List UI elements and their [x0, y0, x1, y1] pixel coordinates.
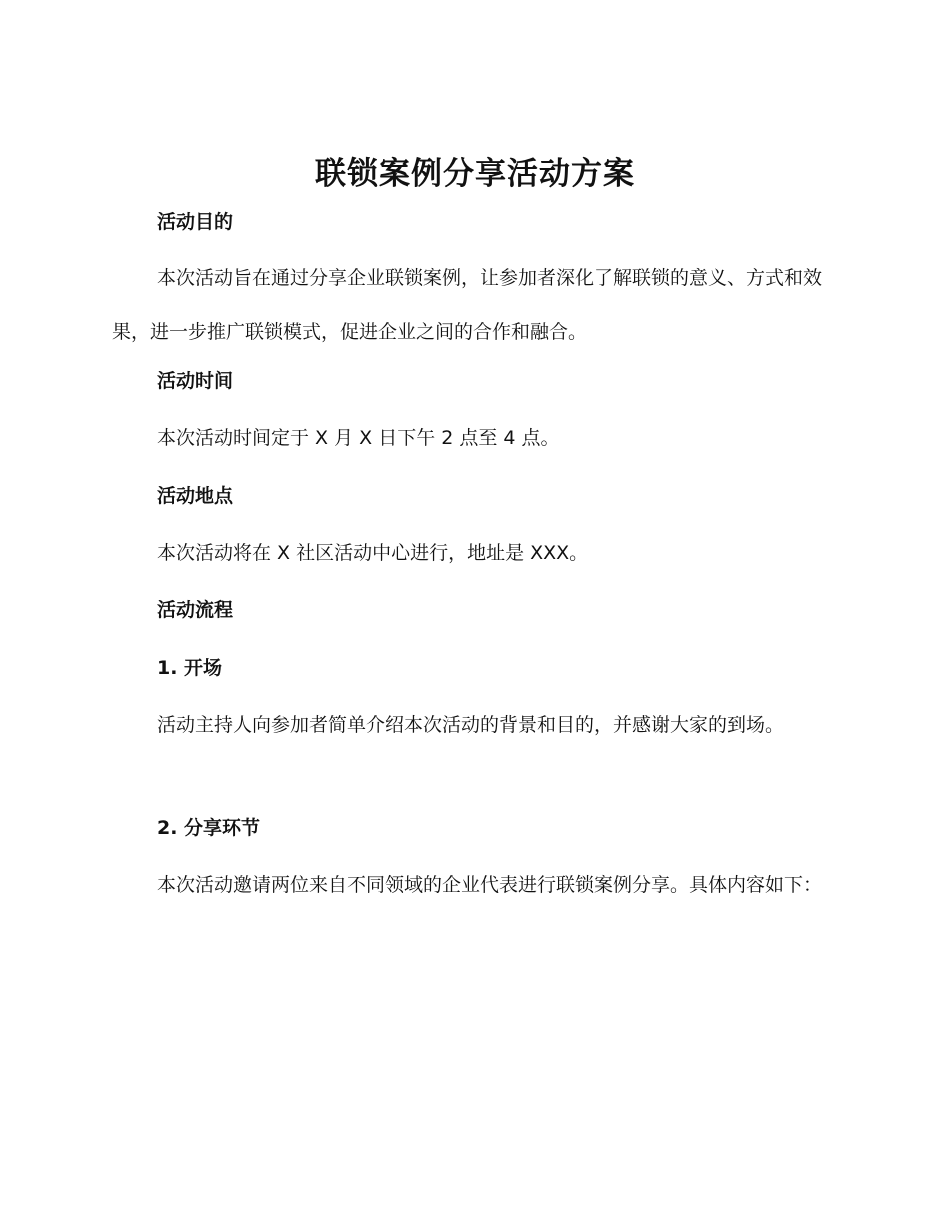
- section-text-location: 本次活动将在 X 社区活动中心进行，地址是 XXX。: [157, 542, 589, 564]
- section-heading-sharing: 2. 分享环节: [157, 817, 261, 839]
- section-text-purpose: 本次活动旨在通过分享企业联锁案例，让参加者深化了解联锁的意义、方式和效果，进一步推广联锁模式，促进企业之间的合作和融合。: [112, 267, 823, 343]
- section-heading-process: 活动流程: [157, 599, 234, 621]
- section-heading-location: 活动地点: [157, 485, 234, 507]
- section-heading-opening: 1. 开场: [157, 657, 223, 679]
- section-text-time: 本次活动时间定于 X 月 X 日下午 2 点至 4 点。: [157, 427, 560, 449]
- section-heading-purpose: 活动目的: [157, 211, 234, 233]
- document-title: 联锁案例分享活动方案: [315, 156, 635, 192]
- section-text-opening: 活动主持人向参加者简单介绍本次活动的背景和目的，并感谢大家的到场。: [157, 714, 785, 736]
- section-text-sharing: 本次活动邀请两位来自不同领域的企业代表进行联锁案例分享。具体内容如下：: [157, 874, 823, 896]
- section-heading-time: 活动时间: [157, 370, 234, 392]
